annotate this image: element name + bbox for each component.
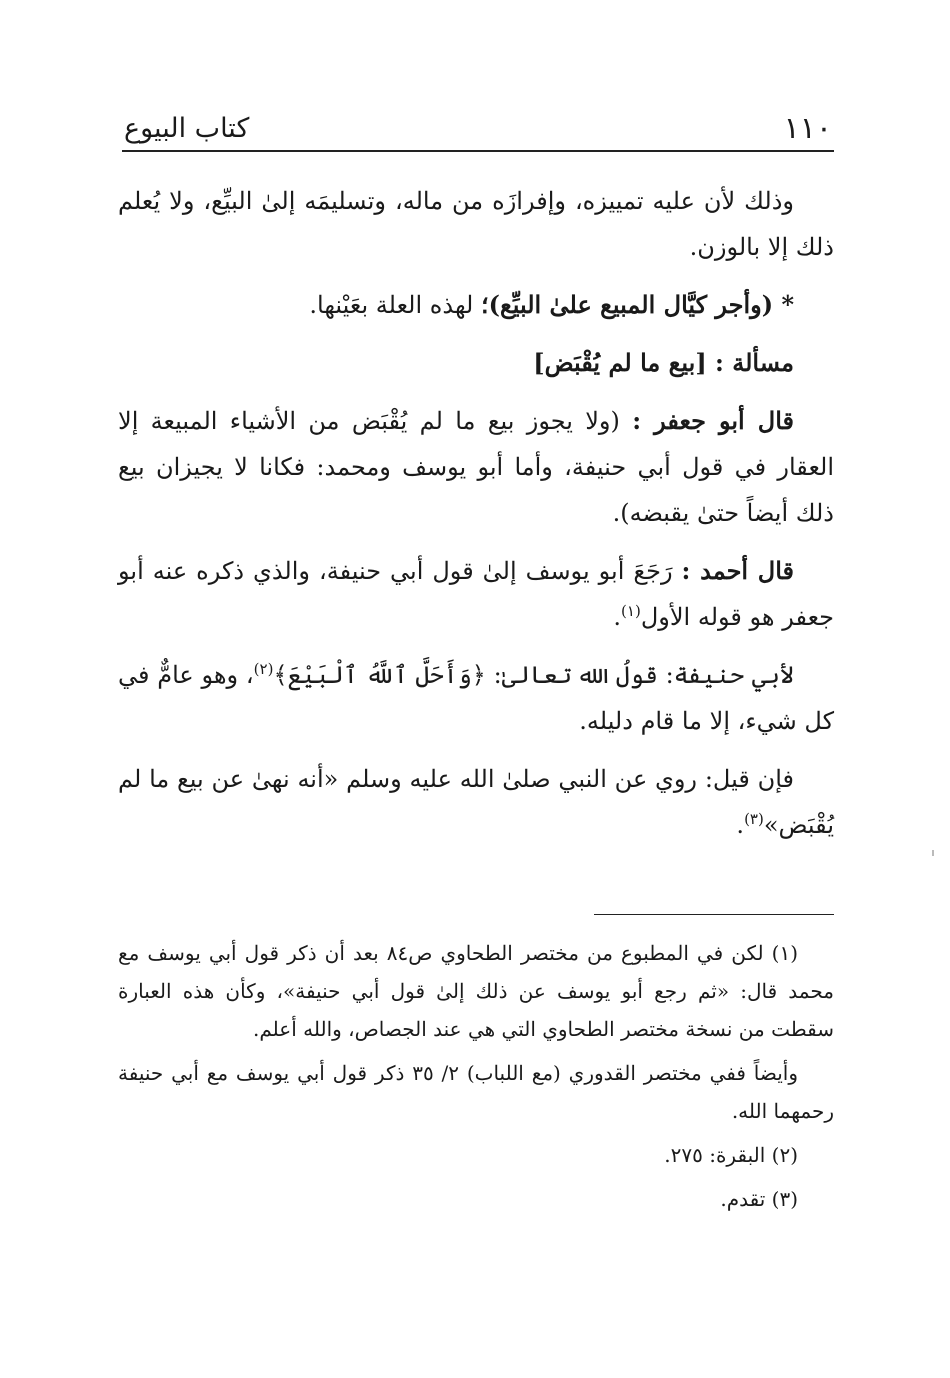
footnote-separator	[594, 914, 834, 915]
commentary-text: ، وهو عامٌّ في كل شيء، إلا ما قام دليله.	[118, 661, 834, 735]
footnote-3: (٣) تقدم.	[720, 1187, 798, 1211]
paragraph-objection	[118, 756, 834, 848]
footnote-ref-1[interactable]: (١)	[621, 602, 641, 620]
page-number: ١١٠	[783, 111, 832, 146]
footnote-2: (٢) البقرة: ٢٧٥.	[664, 1143, 798, 1167]
speaker-label: قال أحمد :	[681, 556, 795, 585]
scan-margin-mark	[932, 850, 934, 856]
footnote-ref-2[interactable]: (٢)	[253, 660, 274, 678]
footnotes	[118, 934, 834, 1224]
footnote-ref-3[interactable]: (٣)	[744, 810, 764, 828]
main-text	[118, 178, 834, 860]
commentary-text: لهذه العلة بعَيْنها.	[309, 291, 481, 319]
running-title: كتاب البيوع	[124, 113, 250, 144]
paragraph-abu-hanifa-evidence	[118, 652, 834, 744]
matn-quote: * (وأجر كيَّال المبيع علىٰ البيِّع)؛	[480, 290, 794, 319]
paragraph-measurer-fee	[118, 282, 834, 328]
quoted-text: (ولا يجوز بيع ما لم يُقْبَض من الأشياء المبيعة إلا العقار في قول أبي حنيفة، وأما أبو يوسف ومحمد: فكانا لا يجيزان بيع ذلك أيضاً حتىٰ يقبضه).	[118, 407, 834, 527]
paragraph-weighing: وذلك لأن عليه تمييزه، وإفرازَه من ماله، وتسليمَه إلىٰ البيِّع، ولا يُعلم ذلك إلا بالوزن.	[118, 187, 834, 261]
period: .	[613, 603, 622, 631]
period: .	[736, 811, 745, 839]
paragraph-abu-jafar	[118, 398, 834, 536]
speaker-label: قال أبو جعفر :	[632, 406, 794, 435]
section-heading: مسألة : [بيع ما لم يُقْبَض]	[533, 348, 794, 377]
commentary-text: رَجَعَ أبو يوسف إلىٰ قول أبي حنيفة، والذي ذكره عنه أبو جعفر هو قوله الأول	[118, 557, 834, 631]
footnote-1-continued: وأيضاً ففي مختصر القدوري (مع اللباب) ٢/ ٣٥ ذكر قول أبي يوسف مع أبي حنيفة رحمهما الله.	[118, 1061, 834, 1123]
hadith-citation: فإن قيل: روي عن النبي صلىٰ الله عليه وسلم «أنه نهىٰ عن بيع ما لم يُقْبَض»	[118, 765, 834, 839]
paragraph-ahmad	[118, 548, 834, 640]
page-header	[122, 104, 834, 152]
footnote-1: (١) لكن في المطبوع من مختصر الطحاوي ص٨٤ بعد أن ذكر قول أبي يوسف مع محمد قال: «ثم رجع أبو يوسف عن ذلك إلىٰ قول أبي حنيفة»، وكأن هذه العبارة سقطت من نسخة مختصر الطحاوي التي هي عند الجصاص، والله أعلم.	[118, 941, 834, 1041]
quran-citation: لأبي حنيفة: قولُ الله تعالىٰ: ﴿وَأَحَلَّ ٱللَّهُ ٱلْبَيْعَ﴾	[273, 661, 795, 689]
